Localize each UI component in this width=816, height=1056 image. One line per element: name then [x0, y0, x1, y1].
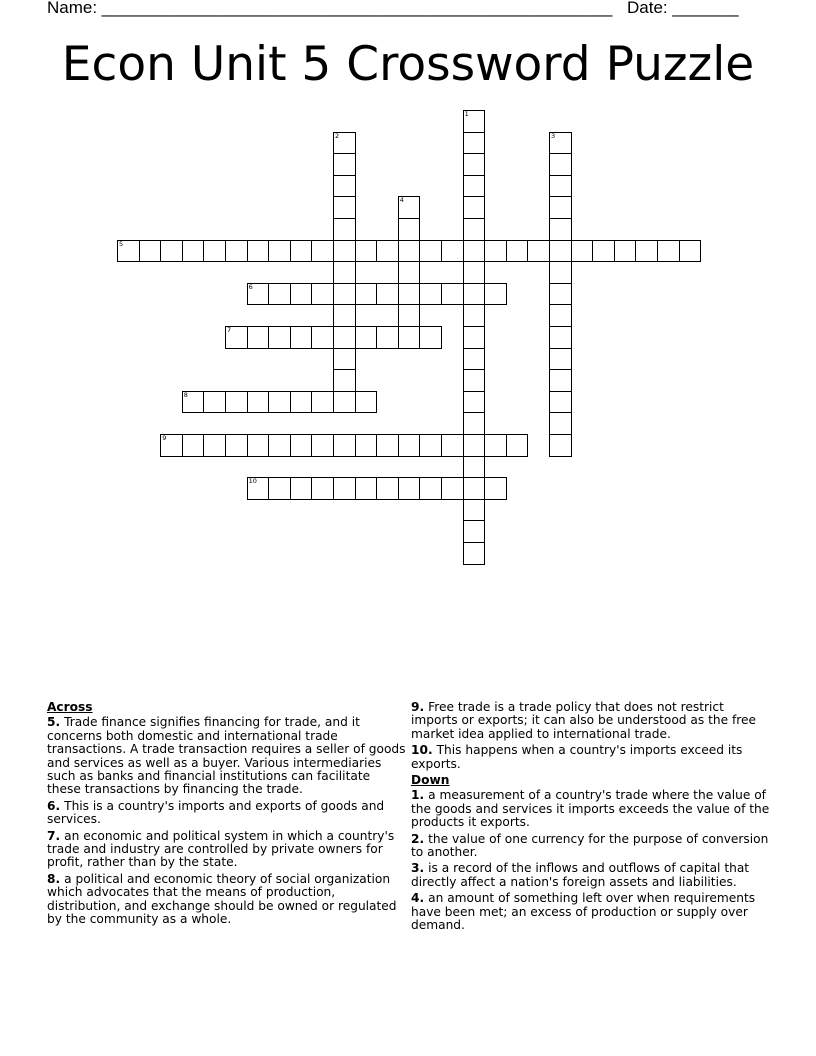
crossword-cell[interactable] [441, 283, 464, 306]
crossword-cell[interactable] [333, 304, 356, 327]
crossword-cell[interactable] [549, 153, 572, 176]
crossword-cell[interactable] [139, 240, 162, 263]
crossword-cell[interactable] [268, 477, 291, 500]
crossword-cell[interactable] [419, 240, 442, 263]
crossword-cell[interactable] [463, 391, 486, 414]
name-field-label: Name: ______________________________________________________ [47, 0, 613, 17]
crossword-cell[interactable] [333, 218, 356, 241]
crossword-cell[interactable] [463, 175, 486, 198]
clue-number: 5. [47, 715, 61, 730]
clue-down-3 [411, 862, 771, 889]
crossword-cell[interactable] [463, 326, 486, 349]
crossword-cell[interactable] [592, 240, 615, 263]
crossword-cell[interactable] [333, 369, 356, 392]
crossword-cell[interactable] [333, 477, 356, 500]
clue-number: 9. [411, 700, 425, 714]
clue-text: Free trade is a trade policy that does not restrict imports or exports; it can also be understood as the free market idea applied to international trade. [411, 700, 757, 741]
crossword-cell[interactable] [549, 434, 572, 457]
crossword-cell[interactable] [225, 240, 248, 263]
crossword-cell[interactable] [160, 240, 183, 263]
crossword-cell[interactable] [463, 369, 486, 392]
clue-text: is a record of the inflows and outflows of capital that directly affect a nation's foreign assets and liabilities. [411, 861, 750, 889]
crossword-cell[interactable] [311, 240, 334, 263]
crossword-cell[interactable] [376, 240, 399, 263]
crossword-cell[interactable] [333, 175, 356, 198]
crossword-cell[interactable] [182, 391, 205, 414]
crossword-cell[interactable] [355, 391, 378, 414]
clue-down-1 [411, 789, 771, 829]
clue-number: 8. [47, 871, 61, 886]
crossword-cell[interactable] [463, 304, 486, 327]
crossword-cell[interactable] [333, 240, 356, 263]
down-heading: Down [411, 773, 450, 788]
crossword-cell[interactable] [571, 240, 594, 263]
crossword-cell[interactable] [225, 391, 248, 414]
cell-number: 2 [335, 131, 340, 140]
crossword-cell[interactable] [333, 283, 356, 306]
crossword-cell[interactable] [549, 391, 572, 414]
crossword-cell[interactable] [311, 326, 334, 349]
clue-text: Trade finance signifies financing for trade, and it concerns both domestic and international trade transactions. A trade transaction requires a seller of goods and services as well as a buyer. Various intermediaries such as banks and financial institutions can facilitate these transactions by financing the trade. [47, 715, 406, 797]
clue-number: 10. [411, 743, 433, 758]
crossword-cell[interactable] [398, 196, 421, 219]
clue-text: This happens when a country's imports exceed its exports. [411, 743, 743, 771]
clue-across-6 [47, 800, 407, 827]
crossword-cell[interactable] [268, 326, 291, 349]
clue-down-4 [411, 892, 771, 932]
crossword-cell[interactable] [290, 326, 313, 349]
crossword-cell[interactable] [463, 153, 486, 176]
crossword-cell[interactable] [506, 240, 529, 263]
page-title: Econ Unit 5 Crossword Puzzle [61, 37, 755, 92]
crossword-cell[interactable] [463, 520, 486, 543]
crossword-cell[interactable] [441, 240, 464, 263]
crossword-cell[interactable] [203, 434, 226, 457]
crossword-cell[interactable] [463, 412, 486, 435]
crossword-cell[interactable] [463, 542, 486, 565]
crossword-cell[interactable] [268, 391, 291, 414]
crossword-cell[interactable] [333, 153, 356, 176]
cell-number: 5 [119, 239, 124, 248]
crossword-cell[interactable] [355, 434, 378, 457]
clues-column-left [47, 701, 407, 930]
cell-number: 7 [227, 326, 232, 334]
across-heading: Across [47, 700, 93, 714]
clue-text: an economic and political system in which a country's trade and industry are controlled by private owners for profit, rather than by the state. [47, 828, 395, 870]
crossword-cell[interactable] [182, 434, 205, 457]
crossword-cell[interactable] [247, 326, 270, 349]
cell-number: 9 [162, 434, 167, 442]
crossword-cell[interactable] [549, 261, 572, 284]
crossword-cell[interactable] [463, 348, 486, 371]
crossword-cell[interactable] [549, 369, 572, 392]
clue-number: 1. [411, 788, 425, 803]
crossword-cell[interactable] [441, 477, 464, 500]
crossword-cell[interactable] [182, 240, 205, 263]
crossword-cell[interactable] [290, 477, 313, 500]
crossword-cell[interactable] [484, 283, 507, 306]
crossword-cell[interactable] [419, 477, 442, 500]
crossword-cell[interactable] [484, 240, 507, 263]
crossword-cell[interactable] [463, 456, 486, 479]
crossword-cell[interactable] [549, 240, 572, 263]
crossword-cell[interactable] [398, 434, 421, 457]
crossword-cell[interactable] [333, 196, 356, 219]
crossword-cell[interactable] [247, 240, 270, 263]
date-field-label: Date: _______ [627, 0, 739, 17]
crossword-cell[interactable] [549, 326, 572, 349]
crossword-cell[interactable] [225, 434, 248, 457]
crossword-cell[interactable] [398, 283, 421, 306]
crossword-cell[interactable] [463, 261, 486, 284]
cell-number: 6 [248, 282, 253, 291]
crossword-cell[interactable] [311, 434, 334, 457]
crossword-cell[interactable] [398, 240, 421, 263]
crossword-cell[interactable] [398, 477, 421, 500]
crossword-cell[interactable] [376, 283, 399, 306]
crossword-cell[interactable] [441, 434, 464, 457]
crossword-cell[interactable] [484, 477, 507, 500]
crossword-cell[interactable] [376, 477, 399, 500]
crossword-cell[interactable] [484, 434, 507, 457]
crossword-cell[interactable] [333, 261, 356, 284]
clue-text: the value of one currency for the purpose of conversion to another. [411, 831, 769, 860]
cell-number: 3 [551, 131, 556, 140]
crossword-cell[interactable] [549, 196, 572, 219]
crossword-cell[interactable] [527, 240, 550, 263]
crossword-cell[interactable] [290, 240, 313, 263]
crossword-cell[interactable] [311, 283, 334, 306]
crossword-cell[interactable] [549, 175, 572, 198]
clue-across-7 [47, 830, 407, 870]
crossword-cell[interactable] [355, 283, 378, 306]
crossword-cell[interactable] [549, 132, 572, 155]
crossword-cell[interactable] [463, 434, 486, 457]
crossword-cell[interactable] [247, 434, 270, 457]
clues-column-right [411, 701, 771, 936]
crossword-cell[interactable] [268, 434, 291, 457]
crossword-cell[interactable] [419, 434, 442, 457]
crossword-cell[interactable] [463, 240, 486, 263]
crossword-cell[interactable] [679, 240, 702, 263]
cell-number: 1 [464, 110, 469, 118]
clue-across-5 [47, 716, 407, 796]
crossword-cell[interactable] [290, 434, 313, 457]
crossword-cell[interactable] [247, 477, 270, 500]
crossword-cell[interactable] [463, 196, 486, 219]
clue-number: 3. [411, 861, 425, 876]
crossword-cell[interactable] [614, 240, 637, 263]
crossword-cell[interactable] [333, 326, 356, 349]
crossword-cell[interactable] [463, 499, 486, 522]
crossword-cell[interactable] [419, 326, 442, 349]
crossword-cell[interactable] [333, 132, 356, 155]
clue-text: This is a country's imports and exports of goods and services. [47, 798, 385, 827]
clue-across-10 [411, 744, 771, 771]
crossword-cell[interactable] [355, 326, 378, 349]
crossword-cell[interactable] [247, 391, 270, 414]
clue-text: an amount of something left over when requirements have been met; an excess of production or supply over demand. [411, 891, 756, 933]
crossword-cell[interactable] [355, 477, 378, 500]
crossword-cell[interactable] [160, 434, 183, 457]
crossword-cell[interactable] [657, 240, 680, 263]
crossword-cell[interactable] [247, 283, 270, 306]
clue-down-2 [411, 833, 771, 860]
clue-across-8 [47, 873, 407, 927]
cell-number: 4 [399, 196, 404, 205]
crossword-cell[interactable] [549, 348, 572, 371]
cell-number: 10 [248, 477, 257, 486]
crossword-cell[interactable] [549, 304, 572, 327]
crossword-cell[interactable] [549, 412, 572, 435]
crossword-cell[interactable] [463, 132, 486, 155]
crossword-cell[interactable] [463, 110, 486, 133]
crossword-cell[interactable] [506, 434, 529, 457]
crossword-cell[interactable] [311, 391, 334, 414]
crossword-cell[interactable] [290, 283, 313, 306]
crossword-cell[interactable] [333, 348, 356, 371]
crossword-cell[interactable] [117, 240, 140, 263]
crossword-cell[interactable] [268, 240, 291, 263]
clue-number: 6. [47, 798, 61, 813]
crossword-cell[interactable] [549, 283, 572, 306]
crossword-cell[interactable] [549, 218, 572, 241]
crossword-cell[interactable] [398, 218, 421, 241]
cell-number: 8 [183, 390, 188, 399]
crossword-cell[interactable] [376, 434, 399, 457]
crossword-cell[interactable] [333, 434, 356, 457]
clue-number: 4. [411, 891, 425, 906]
clue-number: 2. [411, 831, 425, 846]
crossword-cell[interactable] [355, 240, 378, 263]
crossword-cell[interactable] [311, 477, 334, 500]
crossword-cell[interactable] [203, 391, 226, 414]
crossword-cell[interactable] [463, 283, 486, 306]
crossword-cell[interactable] [268, 283, 291, 306]
crossword-cell[interactable] [635, 240, 658, 263]
crossword-cell[interactable] [333, 391, 356, 414]
crossword-cell[interactable] [203, 240, 226, 263]
clue-across-9 [411, 701, 771, 741]
crossword-cell[interactable] [290, 391, 313, 414]
crossword-cell[interactable] [398, 326, 421, 349]
clue-text: a political and economic theory of social organization which advocates that the means of production, distribution, and exchange should be owned or regulated by the community as a whole. [47, 871, 397, 927]
crossword-cell[interactable] [225, 326, 248, 349]
crossword-cell[interactable] [419, 283, 442, 306]
crossword-cell[interactable] [463, 218, 486, 241]
clue-text: a measurement of a country's trade where the value of the goods and services it imports exceeds the value of the products it exports. [411, 788, 770, 830]
crossword-cell[interactable] [463, 477, 486, 500]
crossword-cell[interactable] [376, 326, 399, 349]
clue-number: 7. [47, 828, 61, 843]
crossword-cell[interactable] [398, 304, 421, 327]
crossword-cell[interactable] [398, 261, 421, 284]
